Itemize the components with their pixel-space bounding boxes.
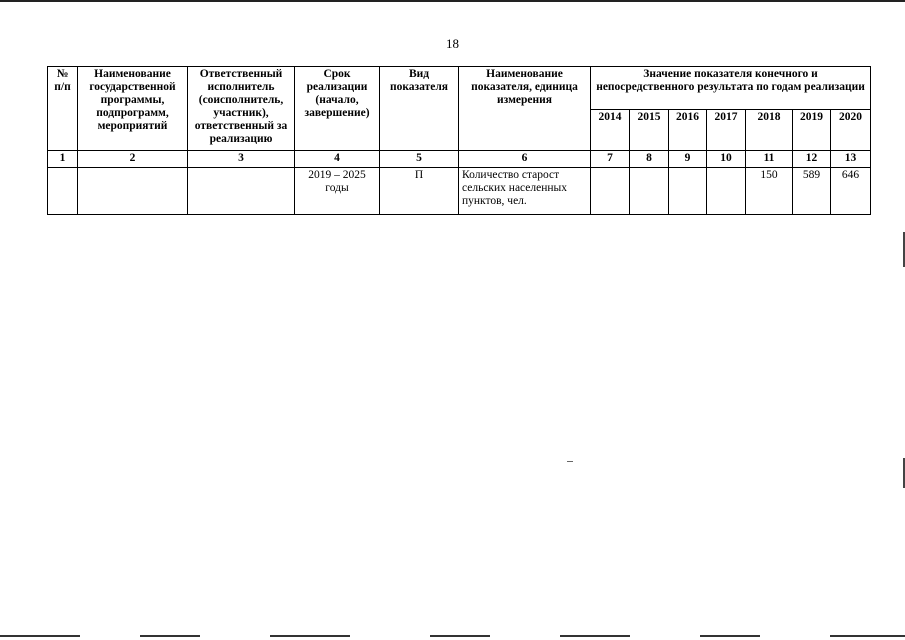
column-number: 5 [380, 151, 459, 168]
column-number: 13 [831, 151, 871, 168]
column-number: 10 [707, 151, 746, 168]
column-number: 1 [48, 151, 78, 168]
value-2019-cell: 589 [793, 168, 831, 215]
header-values-group: Значение показателя конечного и непосредственного результата по годам реализации [591, 67, 871, 110]
header-responsible: Ответственный исполнитель (соисполнитель, участник), ответственный за реализацию [188, 67, 295, 151]
scan-bottom-line [140, 635, 200, 637]
header-row [48, 67, 871, 110]
table-row [48, 168, 871, 215]
year-2020: 2020 [831, 110, 871, 151]
scan-bottom-line [0, 635, 80, 637]
value-2014-cell [591, 168, 630, 215]
column-numbers-row [48, 151, 871, 168]
year-2016: 2016 [669, 110, 707, 151]
value-2017-cell [707, 168, 746, 215]
header-period: Срок реализации (начало, завершение) [295, 67, 380, 151]
value-2018-cell: 150 [746, 168, 793, 215]
indicators-table [47, 66, 871, 215]
page-number: 18 [446, 36, 459, 51]
header-program-name: Наименование государственной программы, подпрограмм, мероприятий [78, 67, 188, 151]
program-name-cell [78, 168, 188, 215]
column-number: 7 [591, 151, 630, 168]
scan-bottom-line [830, 635, 905, 637]
responsible-cell [188, 168, 295, 215]
year-2019: 2019 [793, 110, 831, 151]
scan-bottom-line [560, 635, 630, 637]
top-border-line [0, 0, 905, 2]
header-indicator-type: Вид показателя [380, 67, 459, 151]
year-2015: 2015 [630, 110, 669, 151]
column-number: 2 [78, 151, 188, 168]
scan-bottom-line [270, 635, 350, 637]
year-2014: 2014 [591, 110, 630, 151]
scan-speck [567, 461, 573, 462]
year-2017: 2017 [707, 110, 746, 151]
header-number: № п/п [48, 67, 78, 151]
header-indicator-name: Наименование показателя, единица измерения [459, 67, 591, 151]
scan-bottom-line [430, 635, 490, 637]
row-number-cell [48, 168, 78, 215]
value-2020-cell: 646 [831, 168, 871, 215]
column-number: 3 [188, 151, 295, 168]
year-2018: 2018 [746, 110, 793, 151]
value-2016-cell [669, 168, 707, 215]
indicator-type-cell: П [380, 168, 459, 215]
column-number: 8 [630, 151, 669, 168]
value-2015-cell [630, 168, 669, 215]
column-number: 4 [295, 151, 380, 168]
scan-bottom-line [700, 635, 760, 637]
column-number: 6 [459, 151, 591, 168]
indicator-name-cell: Количество старост сельских населенных пунктов, чел. [459, 168, 591, 215]
period-cell: 2019 – 2025 годы [295, 168, 380, 215]
column-number: 11 [746, 151, 793, 168]
column-number: 9 [669, 151, 707, 168]
column-number: 12 [793, 151, 831, 168]
